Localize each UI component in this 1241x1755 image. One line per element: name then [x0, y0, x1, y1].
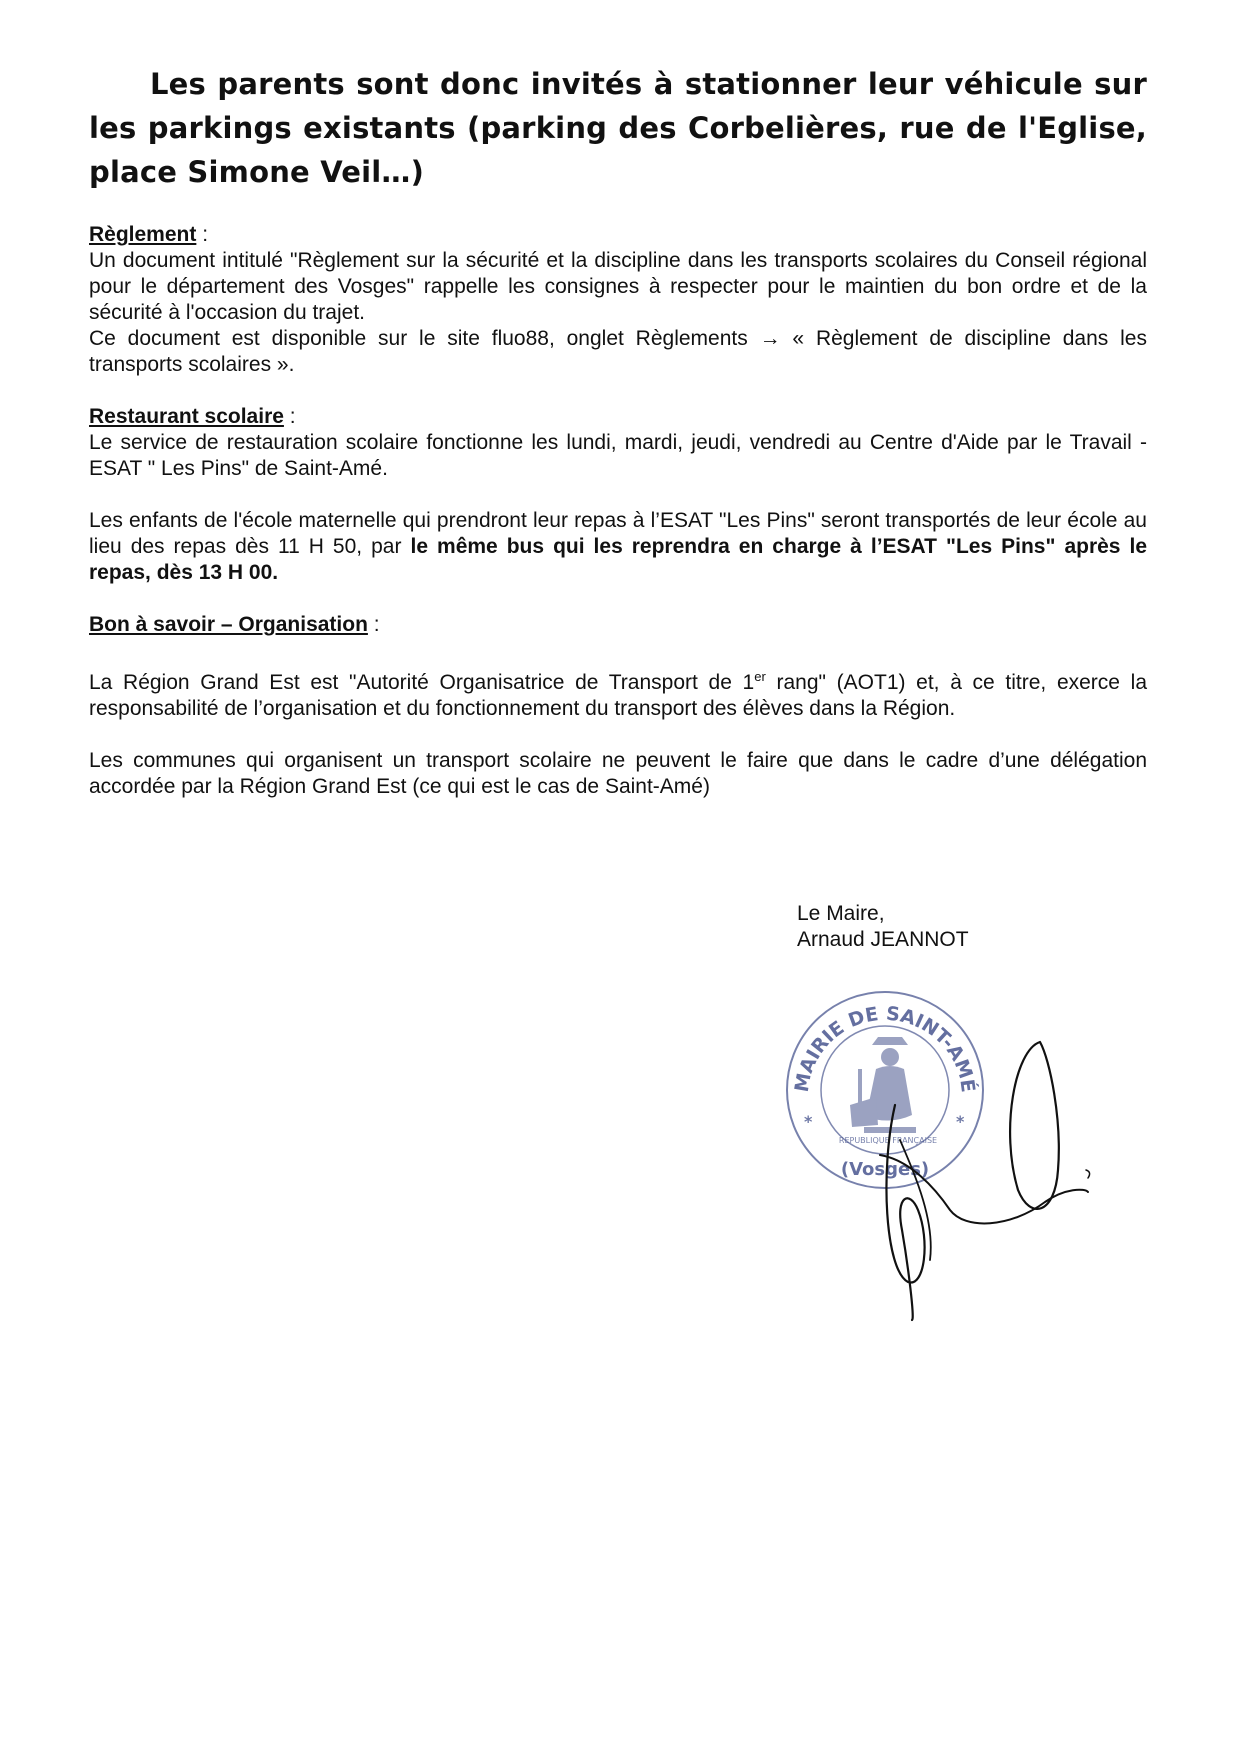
section-restaurant [89, 404, 1147, 586]
signature-block [797, 901, 969, 953]
ordinal-suffix: er [754, 669, 766, 684]
restaurant-paragraph-2 [89, 508, 1147, 586]
parking-notice: Les parents sont donc invités à stationner leur véhicule sur les parkings existants (parking des Corbelières, rue de l'Eglise, place Simone Veil…) [89, 67, 1147, 189]
reglement-heading: Règlement [89, 223, 197, 246]
arrow-icon: → [759, 327, 781, 350]
restaurant-heading: Restaurant scolaire [89, 405, 284, 428]
reglement-paragraph-2-start: Ce document est disponible sur le site fluo88, onglet Règlements [89, 327, 760, 350]
organisation-paragraph-1-end: rang" (AOT1) et, à ce titre, exerce la responsabilité de l’organisation et du fonctionnement du transport des élèves dans la Région. [89, 671, 1147, 720]
restaurant-paragraph-2-normal: Les enfants de l'école maternelle qui prendront leur repas à l’ESAT "Les Pins" seront transportés de leur école au lieu des repas dès 11 H 50, par [89, 509, 1147, 558]
restaurant-paragraph-1: Le service de restauration scolaire fonctionne les lundi, mardi, jeudi, vendredi au Centre d'Aide par le Travail - ESAT " Les Pins" de Saint-Amé. [89, 431, 1147, 480]
section-organisation [89, 612, 1147, 800]
handwritten-signature [840, 1020, 1120, 1340]
reglement-heading-colon: : [196, 223, 209, 246]
stamp-bottom-text: (Vosges) [840, 1159, 930, 1180]
stamp-star-left-icon: * [804, 1112, 813, 1131]
restaurant-paragraph-2-bold: le même bus qui les reprendra en charge à l’ESAT "Les Pins" après le repas, dès 13 H 00. [89, 535, 1148, 584]
mayor-title: Le Maire, [797, 902, 885, 925]
stamp-inner-text: REPUBLIQUE FRANÇAISE [838, 1136, 938, 1145]
organisation-heading: Bon à savoir – Organisation [89, 613, 368, 636]
organisation-paragraph-1 [89, 664, 1147, 722]
section-reglement [89, 222, 1147, 378]
stamp-ring-text: MAIRIE DE SAINT-AMÉ [790, 1002, 980, 1094]
reglement-paragraph-1: Un document intitulé "Règlement sur la sécurité et la discipline dans les transports scolaires du Conseil régional pour le département des Vosges" rappelle les consignes à respecter pour le maintien du bon ordre et de la sécurité à l'occasion du trajet. [89, 249, 1147, 324]
organisation-heading-colon: : [367, 613, 380, 636]
reglement-paragraph-2-end: « Règlement de discipline dans les transports scolaires ». [89, 327, 1147, 376]
organisation-paragraph-2: Les communes qui organisent un transport scolaire ne peuvent le faire que dans le cadre d’une délégation accordée par la Région Grand Est (ce qui est le cas de Saint-Amé) [89, 749, 1147, 798]
restaurant-heading-colon: : [283, 405, 296, 428]
mayor-name: Arnaud JEANNOT [797, 928, 969, 951]
stamp-star-right-icon: * [956, 1112, 965, 1131]
reglement-paragraph-2 [89, 326, 1147, 378]
organisation-paragraph-1-start: La Région Grand Est est "Autorité Organisatrice de Transport de 1 [89, 671, 755, 694]
